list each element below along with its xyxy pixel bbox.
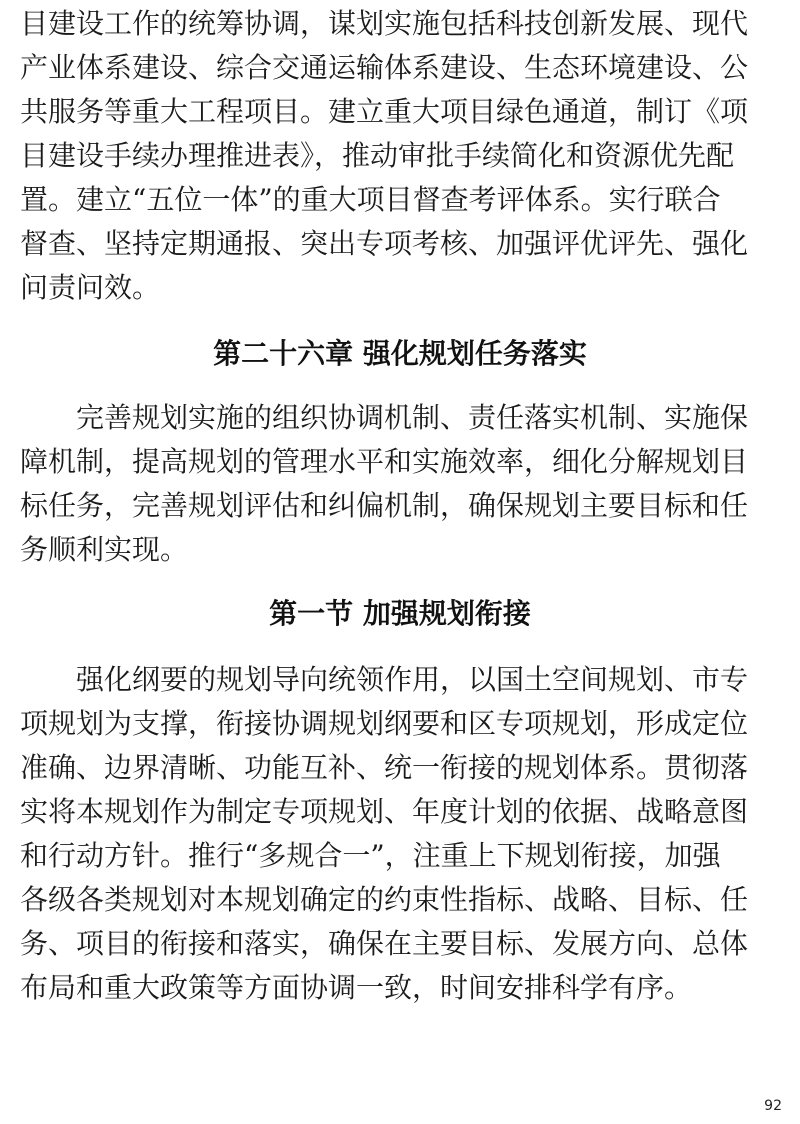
text-line: 完善规划实施的组织协调机制、责任落实机制、实施保 [20,401,749,434]
text-line: 问责问效。 [20,271,161,304]
text-line: 目建设工作的统筹协调，谋划实施包括科技创新发展、现代 [20,7,749,40]
paragraph-chapter-intro [20,396,784,572]
chapter-heading: 第二十六章 强化规划任务落实 [213,337,587,370]
text-line: 准确、边界清晰、功能互补、统一衔接的规划体系。贯彻落 [20,751,749,784]
paragraph-project-coordination [20,2,784,310]
text-line: 标任务，完善规划评估和纠偏机制，确保规划主要目标和任 [20,489,749,522]
text-line: 和行动方针。推行“多规合一”，注重上下规划衔接，加强 [20,839,721,872]
text-line: 共服务等重大工程项目。建立重大项目绿色通道，制订《项 [20,95,749,128]
text-line: 项规划为支撑，衔接协调规划纲要和区专项规划，形成定位 [20,707,749,740]
text-line: 置。建立“五位一体”的重大项目督查考评体系。实行联合 [20,183,721,216]
text-line: 各级各类规划对本规划确定的约束性指标、战略、目标、任 [20,883,749,916]
paragraph-plan-coordination [20,658,784,1010]
text-line: 强化纲要的规划导向统领作用，以国土空间规划、市专 [20,663,749,696]
text-line: 实将本规划作为制定专项规划、年度计划的依据、战略意图 [20,795,749,828]
text-line: 产业体系建设、综合交通运输体系建设、生态环境建设、公 [20,51,749,84]
text-line: 布局和重大政策等方面协调一致，时间安排科学有序。 [20,971,693,1004]
section-heading: 第一节 加强规划衔接 [269,597,531,630]
text-line: 障机制，提高规划的管理水平和实施效率，细化分解规划目 [20,445,749,478]
text-line: 务顺利实现。 [20,533,189,566]
page-number: 92 [764,1098,782,1114]
text-line: 务、项目的衔接和落实，确保在主要目标、发展方向、总体 [20,927,749,960]
text-line: 目建设手续办理推进表》，推动审批手续简化和资源优先配 [20,139,735,172]
text-line: 督查、坚持定期通报、突出专项考核、加强评优评先、强化 [20,227,749,260]
